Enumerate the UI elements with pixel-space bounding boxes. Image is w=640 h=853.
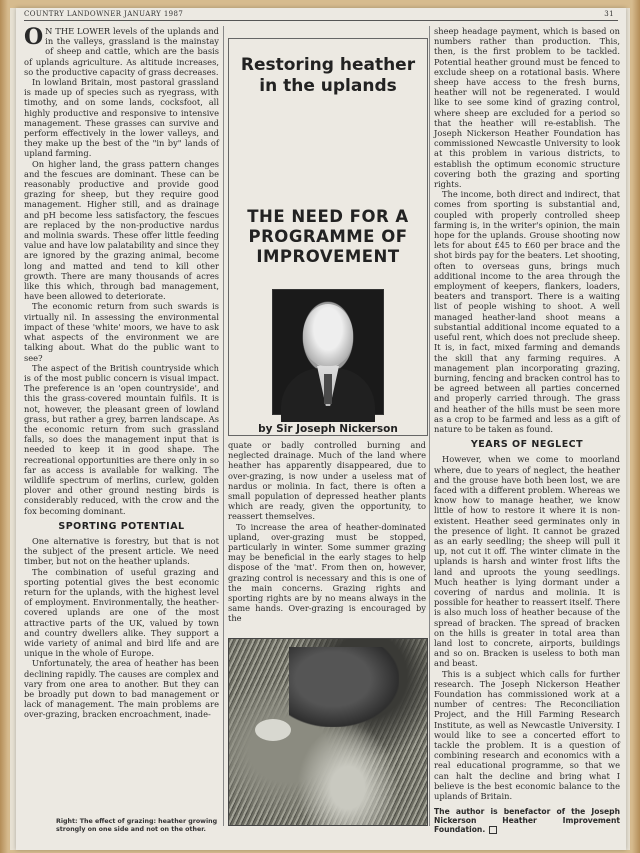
byline: by Sir Joseph Nickerson (258, 423, 398, 435)
col1-para-6: One alternative is forestry, but that is not the subject of the present article. We need timber, but not on the heather uplands. (24, 535, 219, 567)
portrait-tie (324, 374, 332, 404)
article-kicker: Restoring heather in the uplands (240, 55, 416, 96)
photo-figure (289, 647, 399, 727)
col1-para-3: On higher land, the grass pattern changes and the fescues are dominant. These can be reasonably productive and provide good grazing for sheep, but they require good management. Higher still, and as drainage and pH become less satisfactory, the fescues are replaced by the non-productive nardus and molinia swards. These offer little feeding value and have low palatability and since they are ignored by the grazing animal, become long and matted and tend to kill other growth. There are many thousands of acres like this which, through bad management, have been allowed to deteriorate. (24, 158, 219, 302)
col1-para-2: In lowland Britain, most pastoral grassland is made up of species such as ryegrass, with timothy, and on some lands, cocksfoot, all highly productive and responsive to intensive management. These grasses can survive and perform effectively in the lower valleys, and they make up the best of the "in by" lands of upland farming. (24, 77, 219, 159)
author-note (434, 807, 620, 834)
col2-para-2: To increase the area of heather-dominated upland, over-grazing must be stopped, particularly in winter. Some summer grazing may be beneficial in the early stages to help dispose of the 'mat'. From then on, however, grazing control is necessary and this is one of the main concerns. Grazing rights and sporting rights are by no means always in the same hands. Over-grazing is encouraged by the (228, 521, 426, 624)
column-rule-2 (429, 26, 430, 826)
col2-para-1: quate or badly controlled burning and neglected drainage. Much of the land where heather has apparently disappeared, due to over-grazing, is now under a useless mat of nardus or molinia. In fact, there is often a small population of depressed heather plants which are ready, given the opportunity, to reassert themselves. (228, 440, 426, 522)
portrait-head (303, 304, 353, 366)
column-rule-1 (223, 26, 224, 826)
title-box (228, 38, 428, 436)
col3-para-1: sheep headage payment, which is based on numbers rather than production. This, then, is the first problem to be tackled. Potential heather ground must be fenced to exclude sheep on a rotational basis. Where sheep have access to the fresh burns, heather will not be regenerated. I would like to see some kind of grazing control, where sheep are excluded for a period so that the heather will re-establish. The Joseph Nickerson Heather Foundation has commissioned Newcastle University to look at this problem in various districts, to establish the optimum economic structure covering both the grazing and sporting rights. (434, 26, 620, 190)
photo-hand (255, 719, 291, 741)
col3-para-4: This is a subject which calls for further research. The Joseph Nickerson Heather Foundation has commissioned work at a number of centres: The Reconciliation Project, and the Hill Farming Research Institute, as well as Newcastle University. I would like to see a concerted effort to tackle the problem. It is a question of combining research and economics with a real educational programme, so that we can halt the decline and bring what I believe is the best economic balance to the uplands of Britain. (434, 668, 620, 802)
col1-para-1-text: N THE LOWER levels of the uplands and in the valleys, grassland is the mainstay of sheep and cattle, which are the basis of uplands agriculture. As altitude increases, so the productive capacity of grass decreases. (24, 26, 219, 77)
dropcap: O (24, 24, 44, 50)
col1-para-1 (24, 26, 219, 77)
col3-para-3: However, when we come to moorland where, due to years of neglect, the heather and the grouse have both been lost, we are faced with a different problem. Whereas we know how to manage heather, we know little of how to restore it where it is non-existent. Heather seed germinates only in the presence of light. It cannot be grazed as an early seedling; the sheep will pull it up, not cut it off. The winter climate in the uplands is harsh and winter frost lifts the land and uproots the young seedlings. Much heather is lying dormant under a covering of nardus and molinia. It is possible for heather to reassert itself. There is also much loss of heather because of the spread of bracken. The spread of bracken on the hills is greater in total area than land lost to concrete, airports, buildings and so on. Bracken is useless to both man and beast. (434, 454, 620, 669)
end-mark-icon (489, 826, 497, 834)
col1-para-4: The economic return from such swards is virtually nil. In assessing the environmental impact of these 'white' moors, we have to ask what aspects of the environment we are talking about. What do the public want to see? (24, 301, 219, 363)
running-head-text: COUNTRY LANDOWNER JANUARY 1987 (24, 10, 184, 18)
col1-para-8: Unfortunately, the area of heather has been declining rapidly. The causes are complex and vary from one area to another. But they can be broadly put down to bad management or lack of management. The main problems are over-grazing, bracken encroachment, inade- (24, 658, 219, 720)
author-portrait (272, 289, 384, 415)
magazine-page (16, 8, 626, 850)
column-3 (434, 26, 620, 834)
top-rule (24, 20, 618, 21)
author-note-text: The author is benefactor of the Joseph Nickerson Heather Improvement Foundation. (434, 807, 620, 835)
subhead-sporting-potential: SPORTING POTENTIAL (58, 520, 185, 532)
article-headline: THE NEED FOR A PROGRAMME OF IMPROVEMENT (247, 207, 409, 266)
subhead-years-of-neglect: YEARS OF NEGLECT (470, 439, 584, 451)
column-2-text (228, 440, 426, 624)
photo-caption: Right: The effect of grazing: heather growing strongly on one side and not on the other. (56, 818, 218, 833)
running-head (24, 10, 614, 18)
col1-para-5: The aspect of the British countryside which is of the most public concern is visual impact. The preference is an 'open countryside', and this the grass-covered mountain fulfils. It is not, however, the pleasant green of lowland grass, but rather a grey, barren landscape. As the economic return from such grassland falls, so does the management input that is needed to keep it in good shape. The recreational opportunities are there only in so far as access is available for walking. The wildlife spectrum of merlins, curlew, golden plover and other ground nesting birds is considerably reduced, with the crow and the fox becoming dominant. (24, 362, 219, 516)
col3-para-2: The income, both direct and indirect, that comes from sporting is substantial and, coupled with properly controlled sheep farming is, in the writer's opinion, the main hope for the uplands. Grouse shooting now lets for about £45 to £60 per brace and the shot birds pay for the beaters. Let shooting, often to overseas guns, brings much additional income to the area through the employment of keepers, flankers, loaders, beaters and transport. There is a waiting list of people wishing to shoot. A well managed heather-land shoot means a substantial additional income equated to a useful rent, which does not preclude sheep. It is, in fact, mixed farming and demands the skill that any farming requires. A management plan incorporating grazing, burning, fencing and bracken control has to be agreed between all parties concerned and properly carried through. The grass and heather of the hills must be seen more as a crop to be farmed and less as a gift of nature to be taken as found. (434, 189, 620, 434)
column-1 (24, 26, 219, 720)
page-number: 31 (604, 10, 614, 18)
heather-photo (228, 638, 428, 826)
col1-para-7: The combination of useful grazing and sporting potential gives the best economic return for the uplands, with the highest level of employment. Environmentally, the heather-covered uplands are one of the most attractive parts of the UK, valued by town and country dwellers alike. They support a wide variety of animal and bird life and are unique in the whole of Europe. (24, 566, 219, 659)
